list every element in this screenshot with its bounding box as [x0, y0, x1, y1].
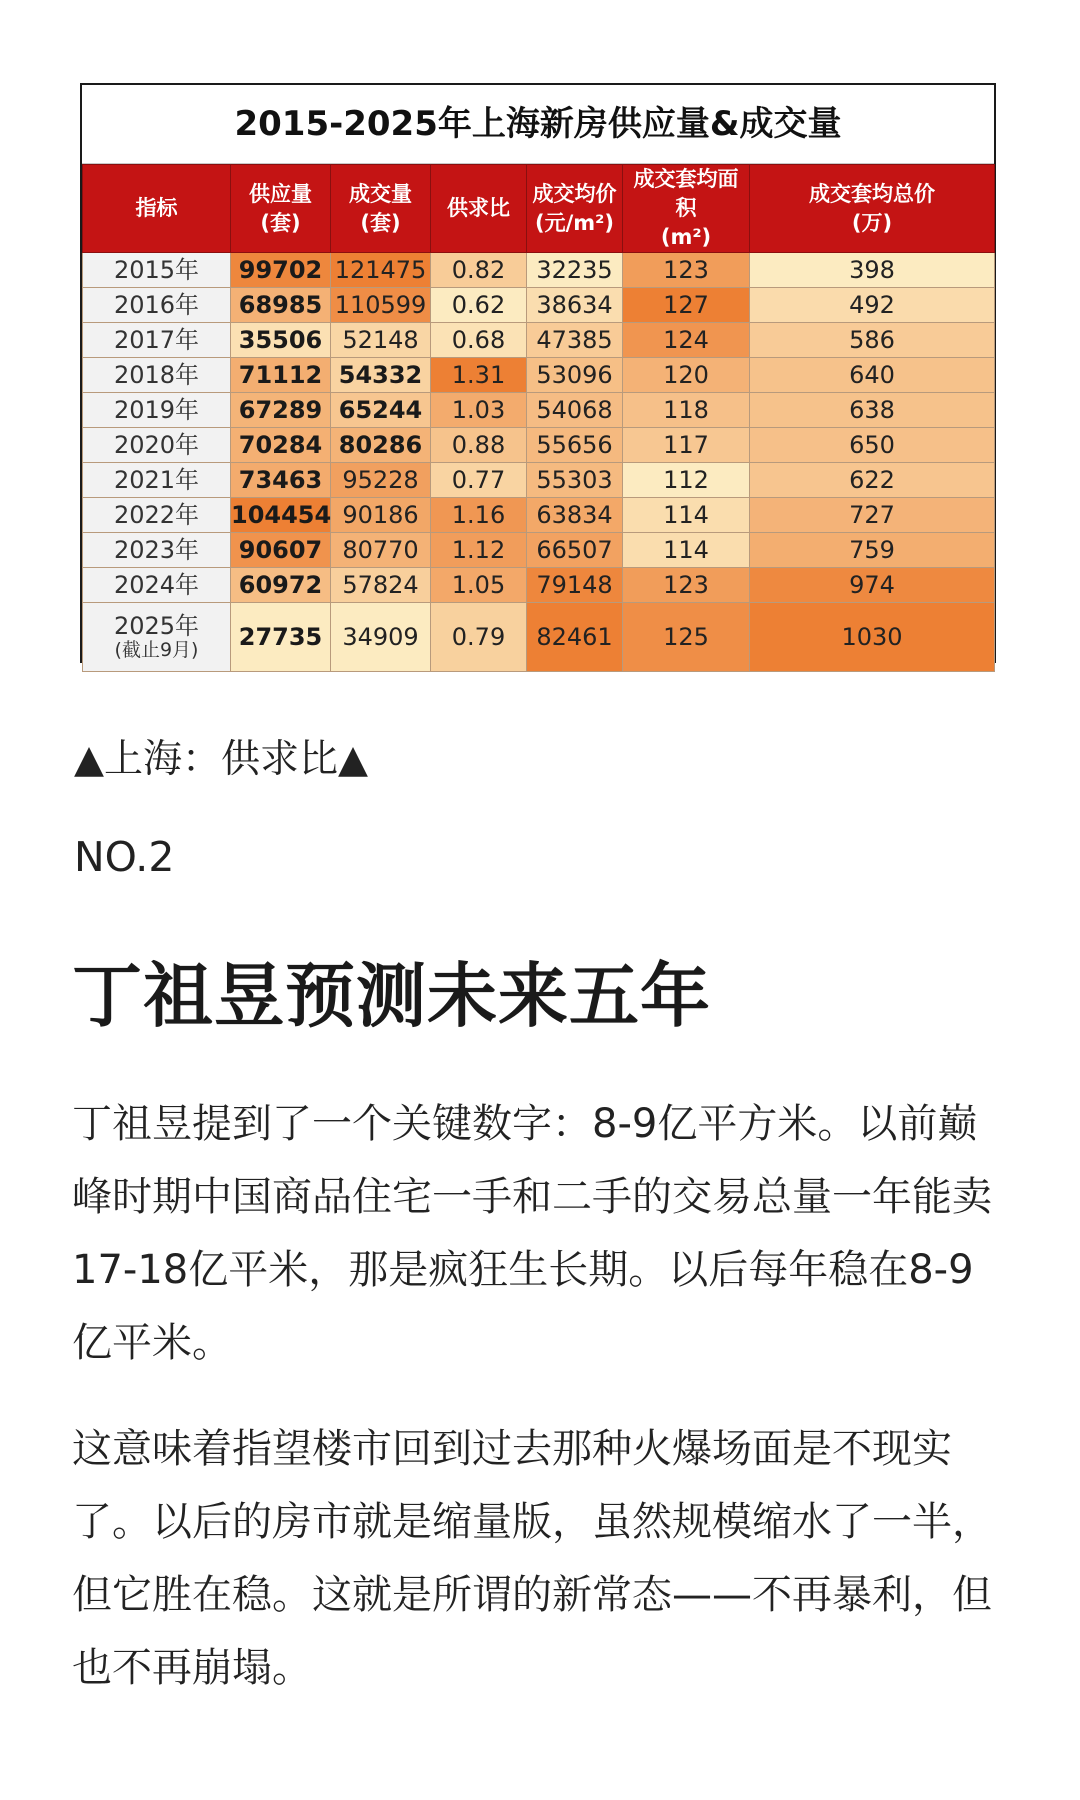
price-cell: 79148 — [527, 568, 623, 603]
column-header: 供应量 (套) — [231, 165, 331, 253]
data-table — [82, 164, 995, 672]
table-row — [83, 568, 995, 603]
paragraph-1: 丁祖昱提到了一个关键数字：8-9亿平方米。以前巅峰时期中国商品住宅一手和二手的交易总量一年能卖17-18亿平米，那是疯狂生长期。以后每年稳在8-9亿平米。 — [72, 1101, 992, 1366]
column-header: 指标 — [83, 165, 231, 253]
supply-cell: 67289 — [231, 393, 331, 428]
table-row — [83, 463, 995, 498]
ratio-cell: 0.82 — [431, 253, 527, 288]
area-cell: 124 — [623, 323, 750, 358]
supply-cell: 99702 — [231, 253, 331, 288]
ratio-cell: 0.68 — [431, 323, 527, 358]
year-cell: 2018年 — [83, 358, 231, 393]
column-header: 成交量 (套) — [331, 165, 431, 253]
table-row — [83, 603, 995, 672]
total-cell: 622 — [750, 463, 995, 498]
table-caption: ▲上海：供求比▲ — [74, 737, 368, 782]
deal-cell: 57824 — [331, 568, 431, 603]
price-cell: 82461 — [527, 603, 623, 672]
table-header-row — [83, 165, 995, 253]
area-cell: 112 — [623, 463, 750, 498]
year-cell: 2023年 — [83, 533, 231, 568]
year-cell: 2021年 — [83, 463, 231, 498]
year-cell: 2015年 — [83, 253, 231, 288]
table-row — [83, 498, 995, 533]
supply-deal-table — [80, 83, 996, 663]
ratio-cell: 1.05 — [431, 568, 527, 603]
deal-cell: 95228 — [331, 463, 431, 498]
deal-cell: 65244 — [331, 393, 431, 428]
price-cell: 63834 — [527, 498, 623, 533]
table-title: 2015-2025年上海新房供应量&成交量 — [82, 85, 994, 164]
table-row — [83, 253, 995, 288]
supply-cell: 73463 — [231, 463, 331, 498]
area-cell: 114 — [623, 533, 750, 568]
deal-cell: 52148 — [331, 323, 431, 358]
total-cell: 638 — [750, 393, 995, 428]
deal-cell: 110599 — [331, 288, 431, 323]
deal-cell: 90186 — [331, 498, 431, 533]
area-cell: 125 — [623, 603, 750, 672]
deal-cell: 34909 — [331, 603, 431, 672]
area-cell: 117 — [623, 428, 750, 463]
year-cell: 2022年 — [83, 498, 231, 533]
area-cell: 118 — [623, 393, 750, 428]
area-cell: 123 — [623, 568, 750, 603]
year-cell: 2019年 — [83, 393, 231, 428]
ratio-cell: 0.77 — [431, 463, 527, 498]
supply-cell: 35506 — [231, 323, 331, 358]
ratio-cell: 1.31 — [431, 358, 527, 393]
supply-cell: 90607 — [231, 533, 331, 568]
ratio-cell: 1.12 — [431, 533, 527, 568]
year-cell: 2017年 — [83, 323, 231, 358]
ratio-cell: 1.03 — [431, 393, 527, 428]
ratio-cell: 1.16 — [431, 498, 527, 533]
total-cell: 650 — [750, 428, 995, 463]
supply-cell: 27735 — [231, 603, 331, 672]
column-header: 成交套均面积 (m²) — [623, 165, 750, 253]
price-cell: 53096 — [527, 358, 623, 393]
total-cell: 586 — [750, 323, 995, 358]
price-cell: 54068 — [527, 393, 623, 428]
year-cell: 2016年 — [83, 288, 231, 323]
total-cell: 727 — [750, 498, 995, 533]
year-cell: 2024年 — [83, 568, 231, 603]
supply-cell: 60972 — [231, 568, 331, 603]
supply-cell: 71112 — [231, 358, 331, 393]
year-cell: 2020年 — [83, 428, 231, 463]
deal-cell: 80770 — [331, 533, 431, 568]
table-row — [83, 358, 995, 393]
table-row — [83, 428, 995, 463]
ratio-cell: 0.62 — [431, 288, 527, 323]
table-row — [83, 533, 995, 568]
table-row — [83, 323, 995, 358]
deal-cell: 54332 — [331, 358, 431, 393]
price-cell: 47385 — [527, 323, 623, 358]
column-header: 成交套均总价 (万) — [750, 165, 995, 253]
supply-cell: 70284 — [231, 428, 331, 463]
total-cell: 759 — [750, 533, 995, 568]
section-number: NO.2 — [74, 833, 175, 881]
deal-cell: 121475 — [331, 253, 431, 288]
table-body — [83, 253, 995, 672]
table-row — [83, 288, 995, 323]
ratio-cell: 0.79 — [431, 603, 527, 672]
ratio-cell: 0.88 — [431, 428, 527, 463]
supply-cell: 68985 — [231, 288, 331, 323]
area-cell: 120 — [623, 358, 750, 393]
price-cell: 32235 — [527, 253, 623, 288]
price-cell: 66507 — [527, 533, 623, 568]
price-cell: 55656 — [527, 428, 623, 463]
total-cell: 398 — [750, 253, 995, 288]
total-cell: 1030 — [750, 603, 995, 672]
deal-cell: 80286 — [331, 428, 431, 463]
column-header: 供求比 — [431, 165, 527, 253]
price-cell: 55303 — [527, 463, 623, 498]
column-header: 成交均价 (元/m²) — [527, 165, 623, 253]
area-cell: 114 — [623, 498, 750, 533]
total-cell: 640 — [750, 358, 995, 393]
total-cell: 974 — [750, 568, 995, 603]
table-row — [83, 393, 995, 428]
paragraph-2: 这意味着指望楼市回到过去那种火爆场面是不现实了。以后的房市就是缩量版，虽然规模缩水了一半，但它胜在稳。这就是所谓的新常态——不再暴利，但也不再崩塌。 — [72, 1426, 992, 1691]
section-heading: 丁祖昱预测未来五年 — [72, 955, 711, 1037]
supply-cell: 104454 — [231, 498, 331, 533]
area-cell: 127 — [623, 288, 750, 323]
year-cell: 2025年 (截止9月) — [83, 603, 231, 672]
total-cell: 492 — [750, 288, 995, 323]
area-cell: 123 — [623, 253, 750, 288]
price-cell: 38634 — [527, 288, 623, 323]
